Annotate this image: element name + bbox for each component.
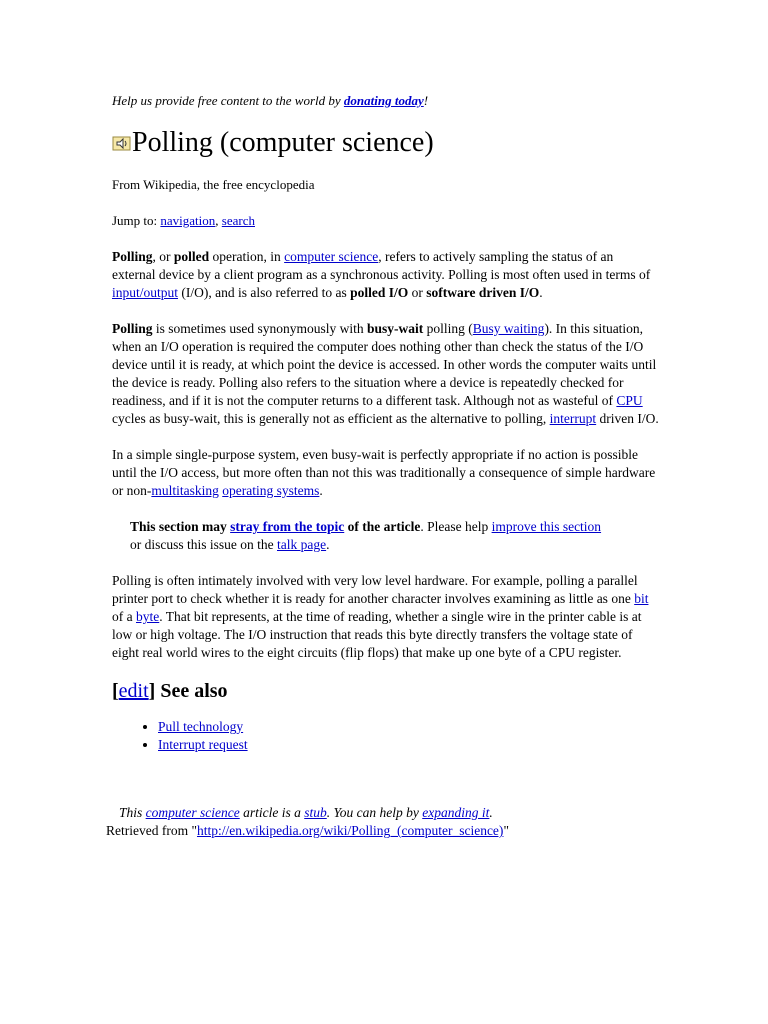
improve-section-link[interactable]: improve this section	[491, 519, 602, 534]
text: polling (	[423, 321, 473, 336]
interrupt-request-link[interactable]: Interrupt request	[158, 737, 248, 752]
article	[106, 92, 660, 840]
off-topic-notice	[130, 518, 660, 554]
bold-term: Polling	[112, 321, 153, 336]
text: is sometimes used synonymously with	[152, 321, 368, 336]
bracket: [	[112, 680, 119, 702]
donation-banner	[112, 92, 660, 110]
page-title-text: Polling (computer science)	[132, 127, 434, 158]
source-url-link[interactable]: http://en.wikipedia.org/wiki/Polling_(computer_science)	[196, 823, 504, 838]
text: In a simple single-purpose system, even busy-wait is perfectly appropriate if no action is possible until the I/O access, but more often than not this was traditionally a consequence of simple hardware or non-	[112, 447, 656, 498]
paragraph-busy-wait	[112, 320, 660, 428]
byte-link[interactable]: byte	[136, 609, 160, 624]
text: operation, in	[209, 249, 285, 264]
text: or	[408, 285, 427, 300]
multitasking-link[interactable]: multitasking	[151, 483, 219, 498]
site-subtitle: From Wikipedia, the free encyclopedia	[112, 177, 315, 192]
jump-to-label: Jump to:	[112, 213, 161, 228]
stub-notice	[119, 804, 660, 822]
list-item	[158, 718, 660, 736]
speaker-icon[interactable]	[112, 134, 131, 153]
text: article is a	[239, 805, 305, 820]
text: Polling is often intimately involved with very low level hardware. For example, polling a parallel printer port to check whether it is ready for another character involves examining as little as one	[112, 573, 638, 606]
retrieved-suffix: "	[503, 823, 509, 838]
notice-bold: This section may	[130, 519, 231, 534]
computer-science-link[interactable]: computer science	[284, 249, 379, 264]
jump-separator: ,	[215, 213, 222, 228]
retrieved-prefix: Retrieved from "	[106, 823, 197, 838]
text: . Please help	[420, 519, 492, 534]
cpu-link[interactable]: CPU	[616, 393, 643, 408]
bold-term: polled I/O	[350, 285, 409, 300]
text: or discuss this issue on the	[130, 537, 277, 552]
text: , refers to actively sampling the status of an external device by a client program as a synchronous activity. Polling is most often used in terms of	[112, 249, 651, 282]
donation-prefix: Help us provide free content to the world by	[112, 93, 344, 108]
paragraph-hardware	[112, 572, 660, 662]
text: . You can help by	[326, 805, 423, 820]
jump-navigation-link[interactable]: navigation	[160, 213, 216, 228]
jump-search-link[interactable]: search	[221, 213, 255, 228]
jump-to	[112, 212, 660, 230]
text: .	[319, 483, 323, 498]
bold-term: software driven I/O	[426, 285, 540, 300]
page-title	[112, 126, 660, 160]
edit-section-link[interactable]: edit	[118, 680, 149, 702]
see-also-list	[112, 718, 660, 754]
bold-term: polled	[173, 249, 210, 264]
input-output-link[interactable]: input/output	[112, 285, 179, 300]
text: ). In this situation, when an I/O operation is required the computer does nothing other than check the status of the I/O device until it is ready, at which point the device is accessed. In other words the computer waits until the device is ready. Polling also refers to the situation where a device is repeatedly checked for readiness, and if it is not the computer returns to a different task. Although not as wasteful of	[112, 321, 657, 408]
text: This	[119, 805, 146, 820]
text: (I/O), and is also referred to as	[178, 285, 351, 300]
donating-today-link[interactable]: donating today	[343, 93, 424, 108]
see-also-heading	[112, 678, 660, 704]
donation-suffix: !	[423, 93, 429, 108]
bracket: ]	[148, 680, 156, 702]
bit-link[interactable]: bit	[634, 591, 649, 606]
pull-technology-link[interactable]: Pull technology	[158, 719, 244, 734]
notice-bold: of the article	[344, 519, 421, 534]
see-also-title: See also	[155, 680, 228, 702]
text: cycles as busy-wait, this is generally not as efficient as the alternative to polling,	[112, 411, 550, 426]
paragraph-single-purpose	[112, 446, 660, 500]
text: of a	[112, 609, 136, 624]
retrieved-from	[106, 822, 660, 840]
stub-link[interactable]: stub	[304, 805, 327, 820]
text: driven I/O.	[596, 411, 659, 426]
text: .	[326, 537, 330, 552]
interrupt-link[interactable]: interrupt	[549, 411, 597, 426]
text: .	[489, 805, 493, 820]
bold-term: busy-wait	[367, 321, 424, 336]
list-item	[158, 736, 660, 754]
stray-from-topic-link[interactable]: stray from the topic	[230, 519, 345, 534]
text: . That bit represents, at the time of reading, whether a single wire in the printer cable is at low or high voltage. The I/O instruction that reads this byte directly transfers the voltage state of eight real world wires to the eight circuits (flip flops) that make up one byte of a CPU register.	[112, 609, 642, 660]
text: , or	[152, 249, 174, 264]
busy-waiting-link[interactable]: Busy waiting	[472, 321, 545, 336]
paragraph-intro	[112, 248, 660, 302]
operating-systems-link[interactable]: operating systems	[222, 483, 320, 498]
expanding-it-link[interactable]: expanding it	[422, 805, 490, 820]
talk-page-link[interactable]: talk page	[277, 537, 327, 552]
stub-computer-science-link[interactable]: computer science	[145, 805, 240, 820]
bold-term: Polling	[112, 249, 153, 264]
text: .	[539, 285, 543, 300]
